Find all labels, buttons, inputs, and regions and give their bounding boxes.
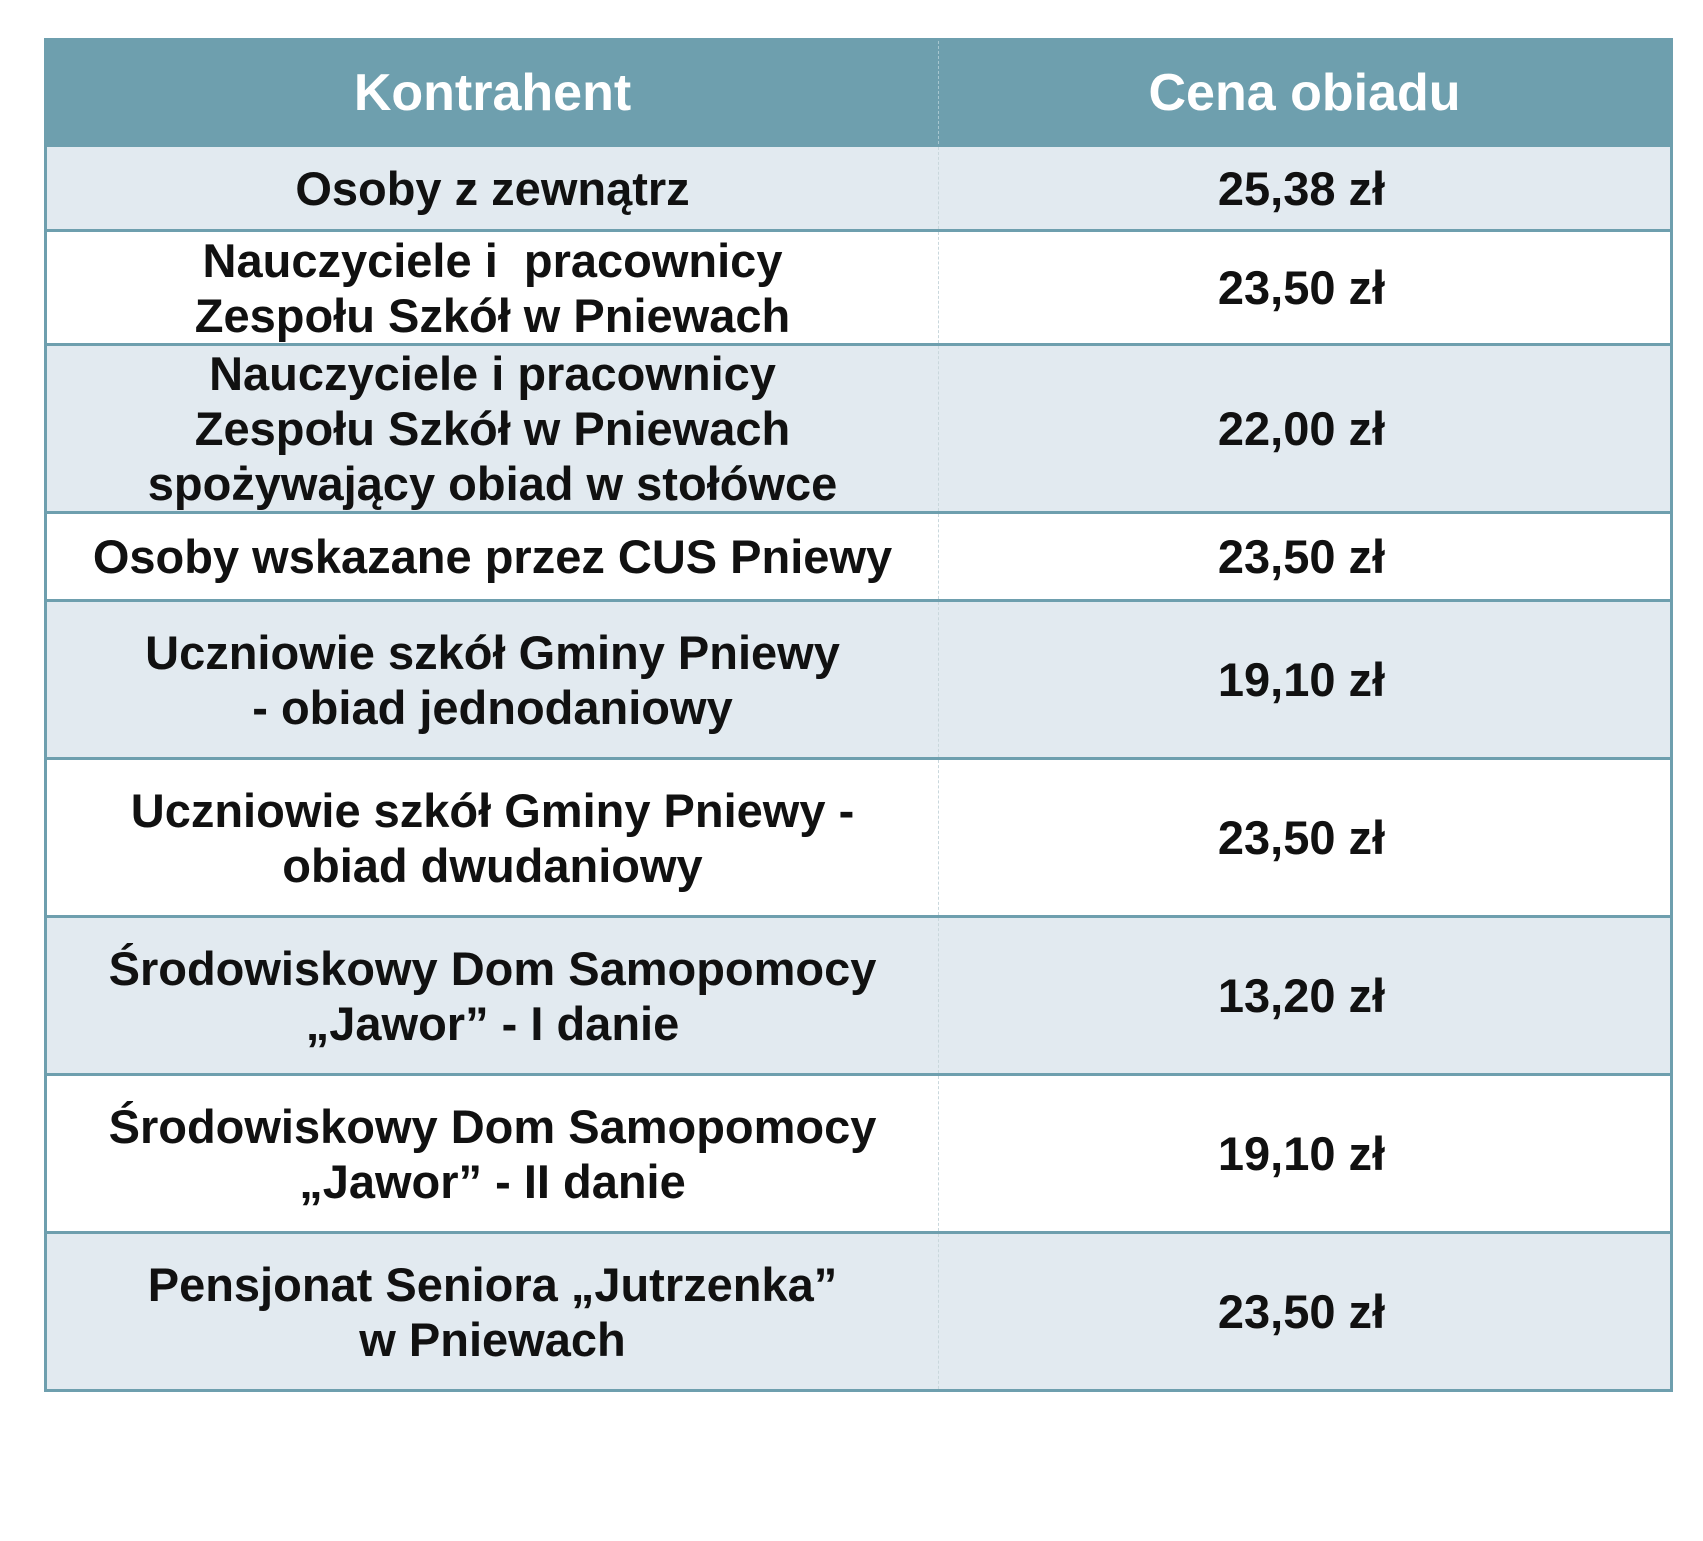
contractor-line: Zespołu Szkół w Pniewach [194, 402, 791, 455]
contractor-line: Pensjonat Seniora „Jutrzenka” [147, 1257, 838, 1311]
contractor-cell [46, 1075, 939, 1233]
contractor-line: Osoby wskazane przez CUS Pniewy [92, 530, 893, 583]
contractor-cell [46, 1233, 939, 1391]
price-cell: 23,50 zł [939, 231, 1672, 345]
header-kontrahent: Kontrahent [46, 40, 939, 146]
contractor-line: Środowiskowy Dom Samopomocy [108, 941, 877, 995]
contractor-cell [46, 917, 939, 1075]
contractor-line: „Jawor” - I danie [305, 996, 680, 1050]
contractor-cell [46, 146, 939, 231]
table-row [46, 345, 1672, 513]
table-row [46, 759, 1672, 917]
header-cena-obiadu: Cena obiadu [939, 40, 1672, 146]
header-row [46, 40, 1672, 146]
contractor-line: Zespołu Szkół w Pniewach [194, 288, 791, 342]
contractor-line: „Jawor” - II danie [299, 1154, 686, 1208]
table-body [46, 146, 1672, 1391]
contractor-line: Uczniowie szkół Gminy Pniewy [145, 625, 840, 679]
contractor-line: Nauczyciele i pracownicy [209, 347, 776, 400]
contractor-line: spożywający obiad w stołówce [147, 457, 838, 510]
price-cell: 25,38 zł [939, 146, 1672, 231]
contractor-line: w Pniewach [359, 1312, 626, 1366]
price-cell: 13,20 zł [939, 917, 1672, 1075]
table-row [46, 146, 1672, 231]
contractor-cell [46, 513, 939, 601]
price-table [44, 38, 1673, 1392]
table-row [46, 513, 1672, 601]
contractor-line: obiad dwudaniowy [282, 838, 703, 892]
contractor-line: Osoby z zewnątrz [295, 161, 690, 215]
table-row [46, 601, 1672, 759]
contractor-cell [46, 345, 939, 513]
price-cell: 23,50 zł [939, 513, 1672, 601]
contractor-line: Uczniowie szkół Gminy Pniewy - [130, 783, 855, 837]
table-row [46, 1075, 1672, 1233]
contractor-line: Nauczyciele i pracownicy [202, 233, 783, 287]
price-cell: 23,50 zł [939, 759, 1672, 917]
price-cell: 22,00 zł [939, 345, 1672, 513]
contractor-line: Środowiskowy Dom Samopomocy [108, 1099, 877, 1153]
contractor-cell [46, 231, 939, 345]
table-row [46, 231, 1672, 345]
price-cell: 19,10 zł [939, 601, 1672, 759]
contractor-cell [46, 601, 939, 759]
table-row [46, 1233, 1672, 1391]
contractor-cell [46, 759, 939, 917]
contractor-line: - obiad jednodaniowy [252, 680, 733, 734]
price-cell: 23,50 zł [939, 1233, 1672, 1391]
table-row [46, 917, 1672, 1075]
price-cell: 19,10 zł [939, 1075, 1672, 1233]
